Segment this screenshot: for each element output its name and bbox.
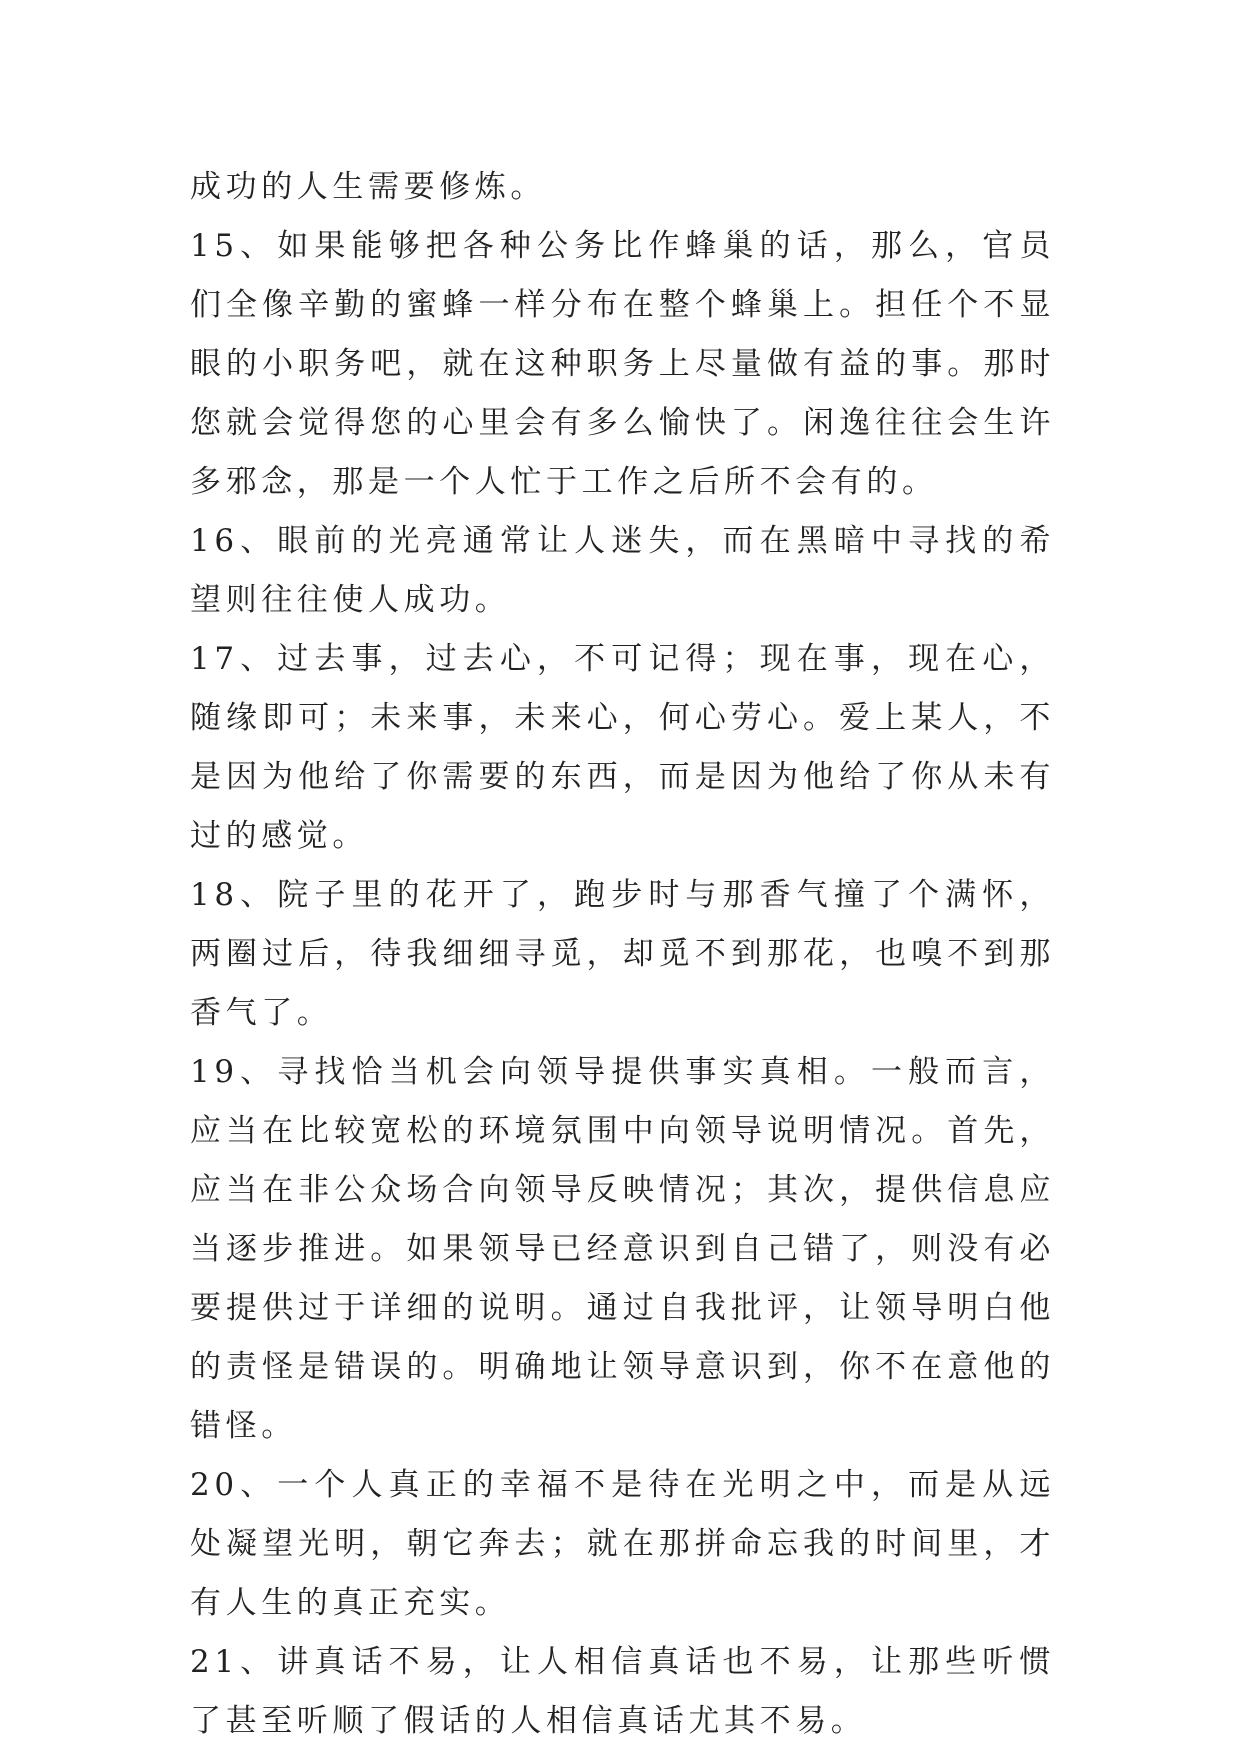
paragraph: 17、过去事，过去心，不可记得；现在事，现在心，随缘即可；未来事，未来心，何心劳心。爱上某人，不是因为他给了你需要的东西，而是因为他给了你从未有过的感觉。 xyxy=(190,641,1055,854)
paragraph: 20、一个人真正的幸福不是待在光明之中，而是从远处凝望光明，朝它奔去；就在那拼命忘我的时间里，才有人生的真正充实。 xyxy=(190,1467,1055,1621)
paragraph: 19、寻找恰当机会向领导提供事实真相。一般而言，应当在比较宽松的环境氛围中向领导说明情况。首先，应当在非公众场合向领导反映情况；其次，提供信息应当逐步推进。如果领导已经意识到自己错了，则没有必要提供过于详细的说明。通过自我批评，让领导明白他的责怪是错误的。明确地让领导意识到，你不在意他的错怪。 xyxy=(190,1054,1055,1444)
paragraph: 15、如果能够把各种公务比作蜂巢的话，那么，官员们全像辛勤的蜜蜂一样分布在整个蜂巢上。担任个不显眼的小职务吧，就在这种职务上尽量做有益的事。那时您就会觉得您的心里会有多么愉快了。闲逸往往会生许多邪念，那是一个人忙于工作之后所不会有的。 xyxy=(190,228,1055,500)
paragraph: 21、讲真话不易，让人相信真话也不易，让那些听惯了甚至听顺了假话的人相信真话尤其不易。 xyxy=(190,1644,1055,1739)
paragraph: 成功的人生需要修炼。 xyxy=(190,169,546,205)
paragraph: 16、眼前的光亮通常让人迷失，而在黑暗中寻找的希望则往往使人成功。 xyxy=(190,523,1055,618)
document-body xyxy=(190,158,1055,1751)
paragraph: 18、院子里的花开了，跑步时与那香气撞了个满怀，两圈过后，待我细细寻觅，却觅不到那花，也嗅不到那香气了。 xyxy=(190,877,1055,1031)
